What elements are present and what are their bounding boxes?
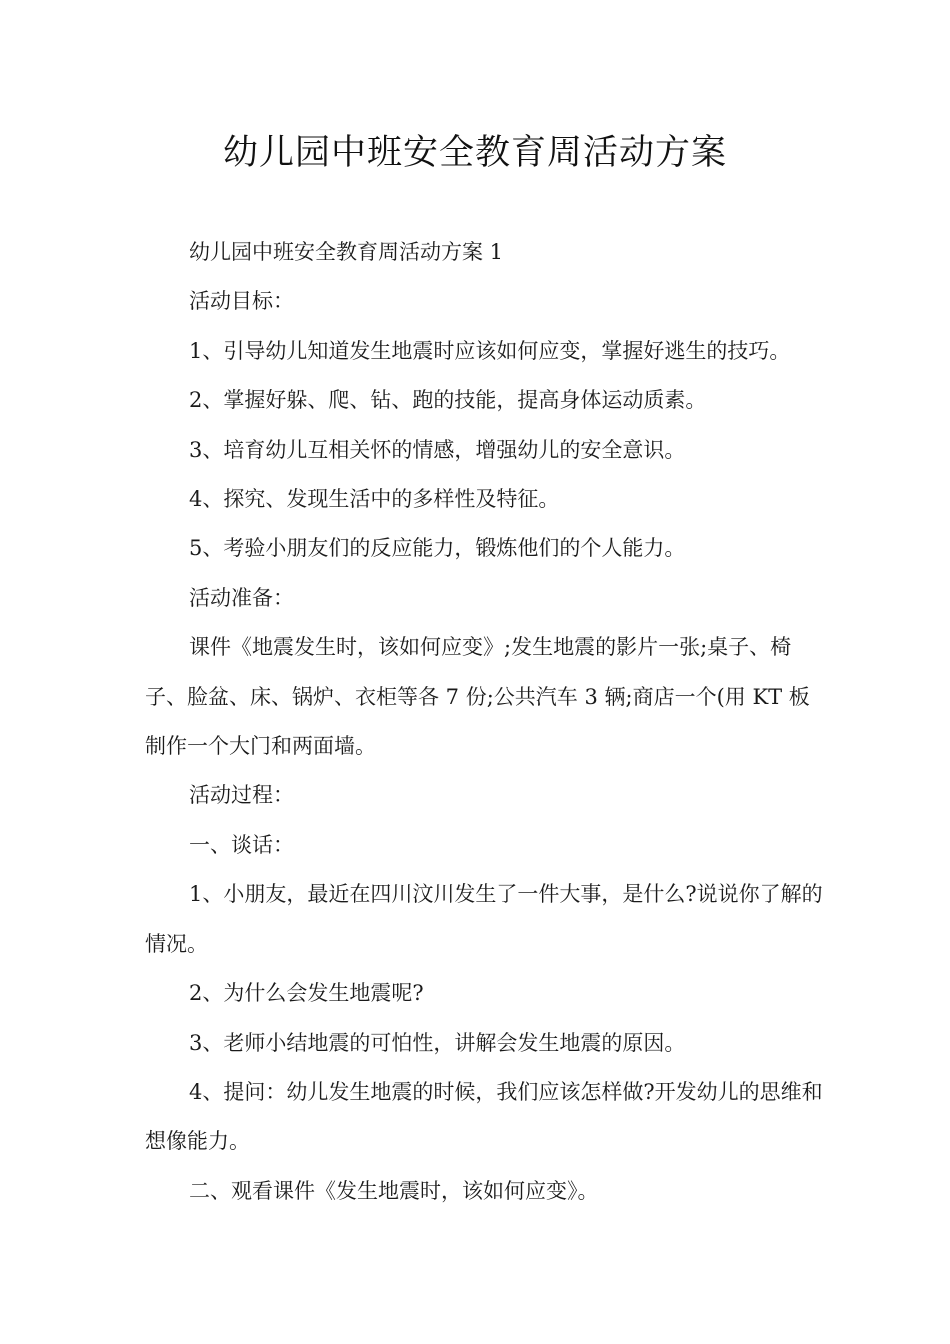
paragraph-goal-5: 5、考验小朋友们的反应能力，锻炼他们的个人能力。 <box>189 536 686 561</box>
document-body <box>145 228 830 1216</box>
paragraph-section-1: 一、谈话： <box>189 832 294 857</box>
paragraph-step-4: 4、提问：幼儿发生地震的时候，我们应该怎样做?开发幼儿的思维和想像能力。 <box>145 1079 823 1154</box>
paragraph-prep-materials: 课件《地震发生时，该如何应变》;发生地震的影片一张;桌子、椅子、脸盆、床、锅炉、衣柜等各 7 份;公共汽车 3 辆;商店一个(用 KT 板制作一个大门和两面墙。 <box>145 635 810 759</box>
paragraph-section-2: 二、观看课件《发生地震时，该如何应变》。 <box>189 1178 599 1203</box>
paragraph-step-2: 2、为什么会发生地震呢? <box>189 981 424 1006</box>
document-title: 幼儿园中班安全教育周活动方案 <box>222 133 727 173</box>
paragraph-goal-4: 4、探究、发现生活中的多样性及特征。 <box>189 487 560 512</box>
paragraph-process-heading: 活动过程： <box>189 783 294 808</box>
paragraph-subtitle: 幼儿园中班安全教育周活动方案 1 <box>189 240 504 264</box>
paragraph-goals-heading: 活动目标： <box>189 289 294 314</box>
paragraph-prep-heading: 活动准备： <box>189 585 294 610</box>
paragraph-goal-1: 1、引导幼儿知道发生地震时应该如何应变，掌握好逃生的技巧。 <box>189 338 791 363</box>
paragraph-goal-3: 3、培育幼儿互相关怀的情感，增强幼儿的安全意识。 <box>189 437 686 462</box>
paragraph-step-1: 1、小朋友，最近在四川汶川发生了一件大事，是什么?说说你了解的情况。 <box>145 882 823 956</box>
paragraph-step-3: 3、老师小结地震的可怕性，讲解会发生地震的原因。 <box>189 1030 686 1055</box>
paragraph-goal-2: 2、掌握好躲、爬、钻、跑的技能，提高身体运动质素。 <box>189 388 707 413</box>
